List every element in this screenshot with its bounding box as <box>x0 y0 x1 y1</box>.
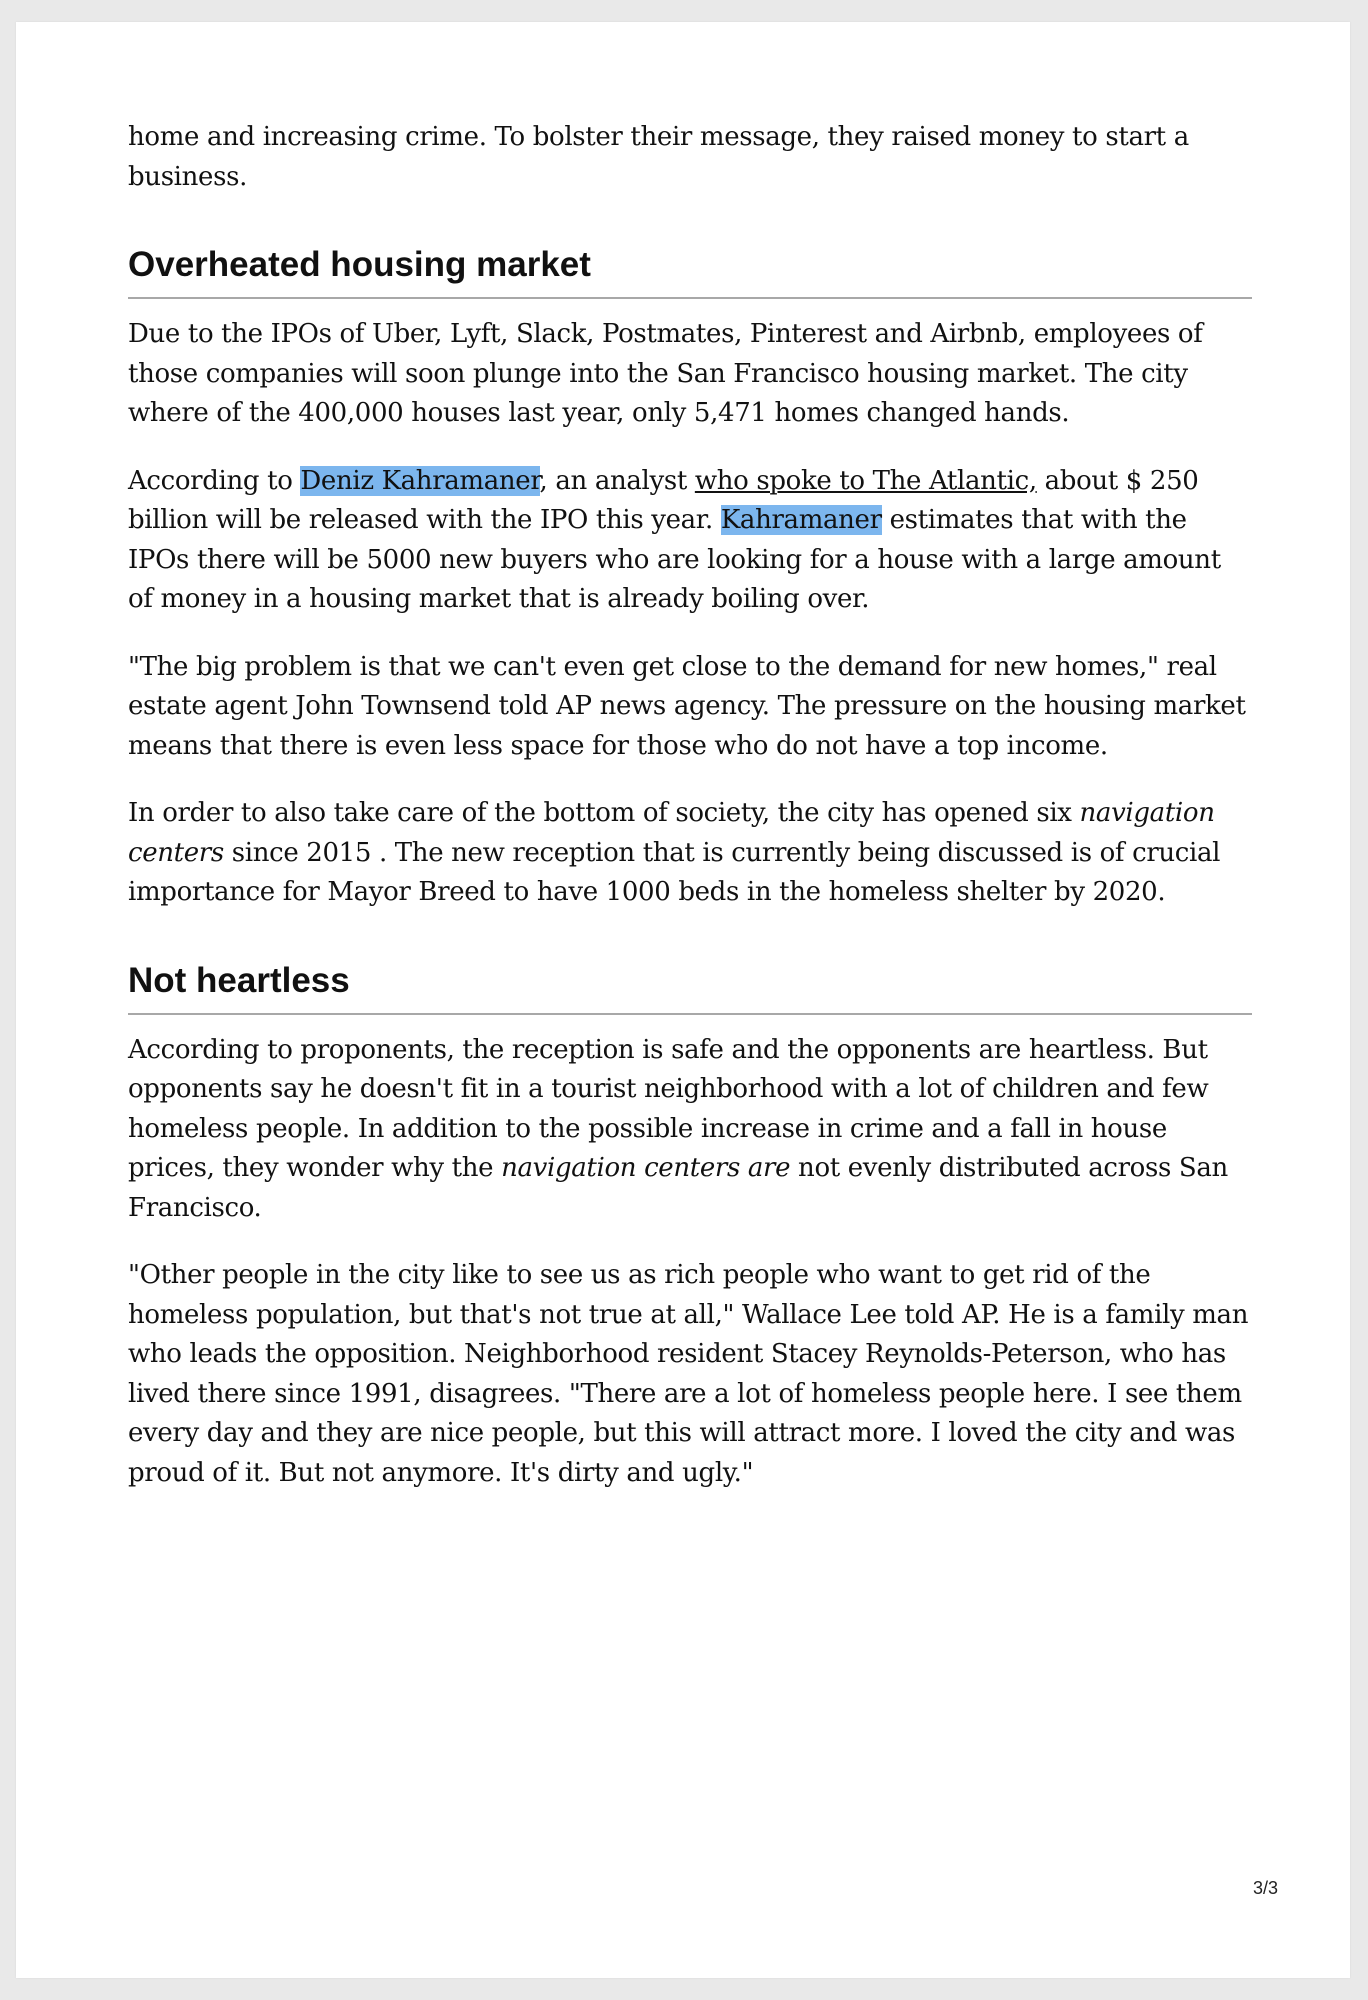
document-page <box>16 22 1350 1978</box>
text-span: In order to also take care of the bottom of society, the city has opened six <box>128 798 1080 828</box>
intro-paragraph: home and increasing crime. To bolster their message, they raised money to start a business. <box>128 122 1189 192</box>
text-span: estimates that with the IPOs there will be 5000 new buyers who are looking for a house with a large amount of money in a housing market that is already boiling over. <box>128 505 1221 614</box>
atlantic-link[interactable]: who spoke to The Atlantic, <box>694 465 1037 496</box>
page-number: 3/3 <box>1252 1878 1278 1898</box>
housing-paragraph-2 <box>128 462 1252 620</box>
text-span: According to proponents, the reception is safe and the opponents are heartless. But opponents say he doesn't fit in a tourist neighborhood with a lot of children and few homeless people. In addition to the possible increase in crime and a fall in house prices, they wonder why the <box>128 1034 1209 1183</box>
heartless-paragraph-1 <box>128 1031 1252 1229</box>
italic-text: navigation centers are <box>501 1153 791 1183</box>
highlighted-name[interactable]: Kahramaner <box>720 505 882 535</box>
article-body <box>128 118 1252 1521</box>
italic-text: navigation centers <box>128 798 1215 868</box>
text-span: about $ 250 billion will be released with the IPO this year. <box>128 465 1199 535</box>
housing-paragraph-1: Due to the IPOs of Uber, Lyft, Slack, Postmates, Pinterest and Airbnb, employees of those companies will soon plunge into the San Francisco housing market. The city where of the 400,000 houses last year, only 5,471 homes changed hands. <box>128 319 1203 428</box>
housing-paragraph-3: "The big problem is that we can't even get close to the demand for new homes," real estate agent John Townsend told AP news agency. The pressure on the housing market means that there is even less space for those who do not have a top income. <box>128 651 1246 761</box>
text-span: not evenly distributed across San Francisco. <box>128 1153 1228 1223</box>
heartless-paragraph-2: "Other people in the city like to see us as rich people who want to get rid of the homeless population, but that's not true at all," Wallace Lee told AP. He is a family man who leads the opposition. Neighborhood resident Stacey Reynolds-Peterson, who has lived there since 1991, disagrees. "There are a lot of homeless people here. I see them every day and they are nice people, but this will attract more. I loved the city and was proud of it. But not anymore. It's dirty and ugly." <box>128 1260 1249 1488</box>
housing-paragraph-4 <box>128 794 1252 913</box>
text-span: , an analyst <box>539 465 695 496</box>
highlighted-name[interactable]: Deniz Kahramaner <box>300 465 540 496</box>
text-span: According to <box>128 465 301 496</box>
section-heading-not-heartless: Not heartless <box>128 959 1252 1015</box>
section-heading-housing-market: Overheated housing market <box>128 243 1252 299</box>
text-span: since 2015 . The new reception that is currently being discussed is of crucial importance for Mayor Breed to have 1000 beds in the homeless shelter by 2020. <box>128 837 1221 907</box>
